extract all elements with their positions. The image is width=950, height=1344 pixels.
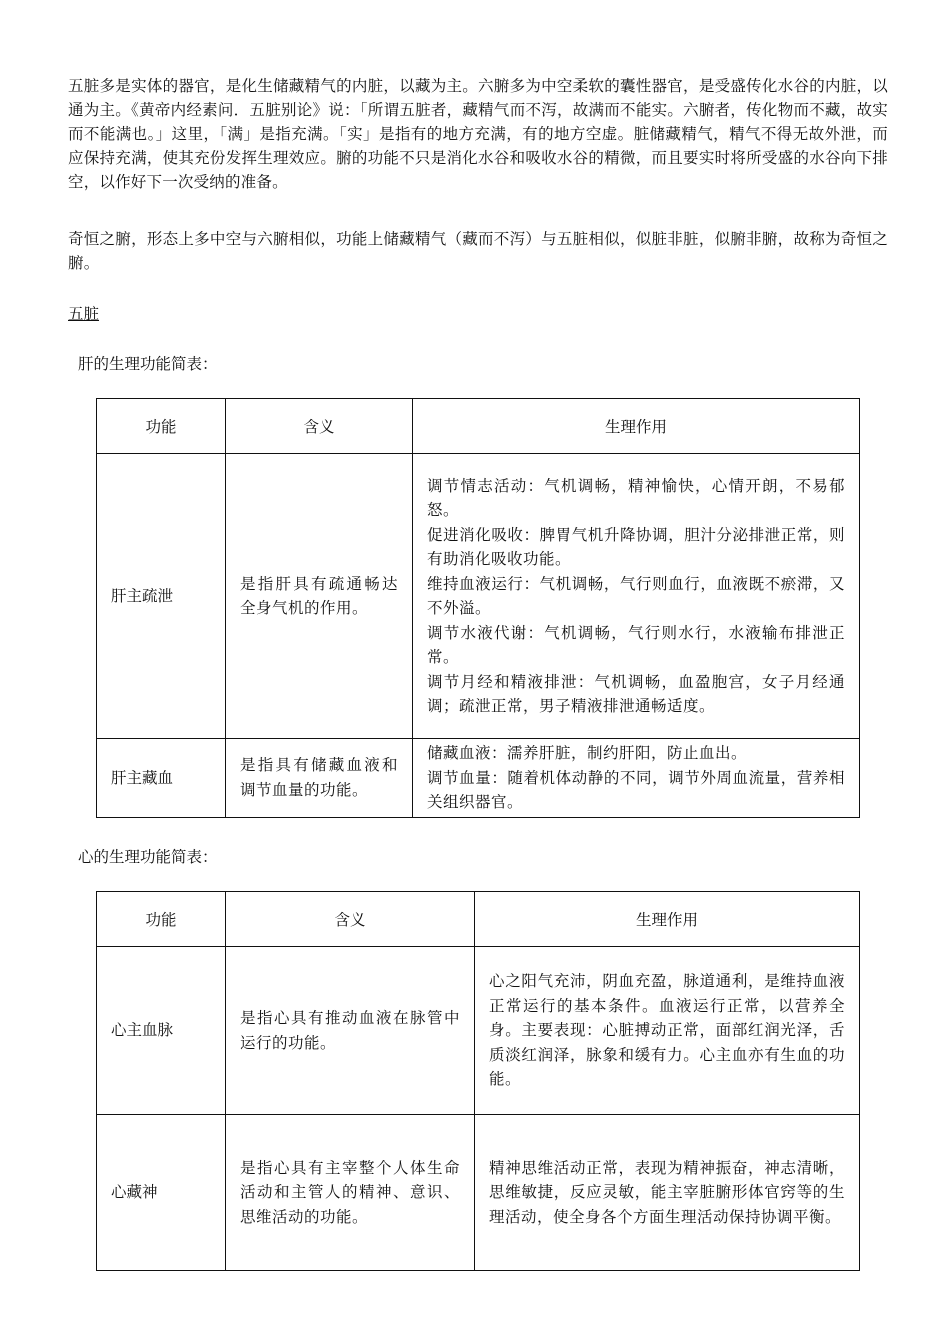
table-header-row bbox=[97, 892, 860, 947]
meaning-cell: 是指具有储藏血液和调节血量的功能。 bbox=[226, 739, 413, 818]
function-cell: 肝主藏血 bbox=[97, 739, 226, 818]
heart-table-caption: 心的生理功能简表： bbox=[78, 848, 218, 866]
header-meaning: 含义 bbox=[226, 892, 475, 947]
table-row bbox=[97, 947, 860, 1115]
header-function: 功能 bbox=[97, 399, 226, 454]
effects-cell: 精神思维活动正常，表现为精神振奋，神志清晰，思维敏捷，反应灵敏，能主宰脏腑形体官窍等的生理活动，使全身各个方面生理活动保持协调平衡。 bbox=[475, 1115, 860, 1271]
header-function: 功能 bbox=[97, 892, 226, 947]
effect-item: 促进消化吸收：脾胃气机升降协调，胆汁分泌排泄正常，则有助消化吸收功能。 bbox=[427, 525, 845, 568]
header-meaning: 含义 bbox=[226, 399, 413, 454]
meaning-cell: 是指肝具有疏通畅达全身气机的作用。 bbox=[226, 454, 413, 739]
intro-paragraph-organs: 五脏多是实体的器官，是化生储藏精气的内脏，以藏为主。六腑多为中空柔软的囊性器官，是受盛传化水谷的内脏，以通为主。《黄帝内经素问．五脏别论》说：「所谓五脏者，藏精气而不泻，故满而不能实。六腑者，传化物而不藏，故实而不能满也。」这里，「满」是指充满。「实」是指有的地方充满，有的地方空虚。脏储藏精气，精气不得无故外泄，而应保持充满，使其充份发挥生理效应。腑的功能不只是消化水谷和吸收水谷的精微，而且要实时将所受盛的水谷向下排空，以作好下一次受纳的准备。 bbox=[68, 77, 888, 191]
heart-function-table bbox=[96, 891, 860, 1271]
liver-function-table bbox=[96, 398, 860, 818]
table-row bbox=[97, 454, 860, 739]
effect-item: 调节情志活动：气机调畅，精神愉快，心情开朗，不易郁怒。 bbox=[427, 476, 845, 519]
table-row bbox=[97, 739, 860, 818]
function-cell: 肝主疏泄 bbox=[97, 454, 226, 739]
effect-item: 储藏血液：濡养肝脏，制约肝阳，防止血出。 bbox=[427, 744, 748, 762]
table-header-row bbox=[97, 399, 860, 454]
header-effects: 生理作用 bbox=[475, 892, 860, 947]
meaning-cell: 是指心具有主宰整个人体生命活动和主管人的精神、意识、思维活动的功能。 bbox=[226, 1115, 475, 1271]
effect-item: 调节月经和精液排泄：气机调畅，血盈胞宫，女子月经通调；疏泄正常，男子精液排泄通畅适度。 bbox=[427, 672, 845, 715]
liver-table-caption: 肝的生理功能简表： bbox=[78, 355, 218, 373]
effects-cell bbox=[413, 739, 860, 818]
section-heading-five-zang: 五脏 bbox=[68, 305, 100, 323]
header-effects: 生理作用 bbox=[413, 399, 860, 454]
effect-item: 调节水液代谢：气机调畅，气行则水行，水液输布排泄正常。 bbox=[427, 623, 845, 666]
effect-item: 维持血液运行：气机调畅，气行则血行，血液既不瘀滞，又不外溢。 bbox=[427, 574, 845, 617]
effect-item: 调节血量：随着机体动静的不同，调节外周血流量，营养相关组织器官。 bbox=[427, 768, 845, 811]
effects-cell bbox=[413, 454, 860, 739]
intro-paragraph-extraordinary-fu: 奇恒之腑，形态上多中空与六腑相似，功能上储藏精气（藏而不泻）与五脏相似，似脏非脏，似腑非腑，故称为奇恒之腑。 bbox=[68, 230, 888, 272]
table-row bbox=[97, 1115, 860, 1271]
effects-cell: 心之阳气充沛，阴血充盈，脉道通利，是维持血液正常运行的基本条件。血液运行正常，以营养全身。主要表现：心脏搏动正常，面部红润光泽，舌质淡红润泽，脉象和缓有力。心主血亦有生血的功能。 bbox=[475, 947, 860, 1115]
meaning-cell: 是指心具有推动血液在脉管中运行的功能。 bbox=[226, 947, 475, 1115]
function-cell: 心主血脉 bbox=[97, 947, 226, 1115]
function-cell: 心藏神 bbox=[97, 1115, 226, 1271]
